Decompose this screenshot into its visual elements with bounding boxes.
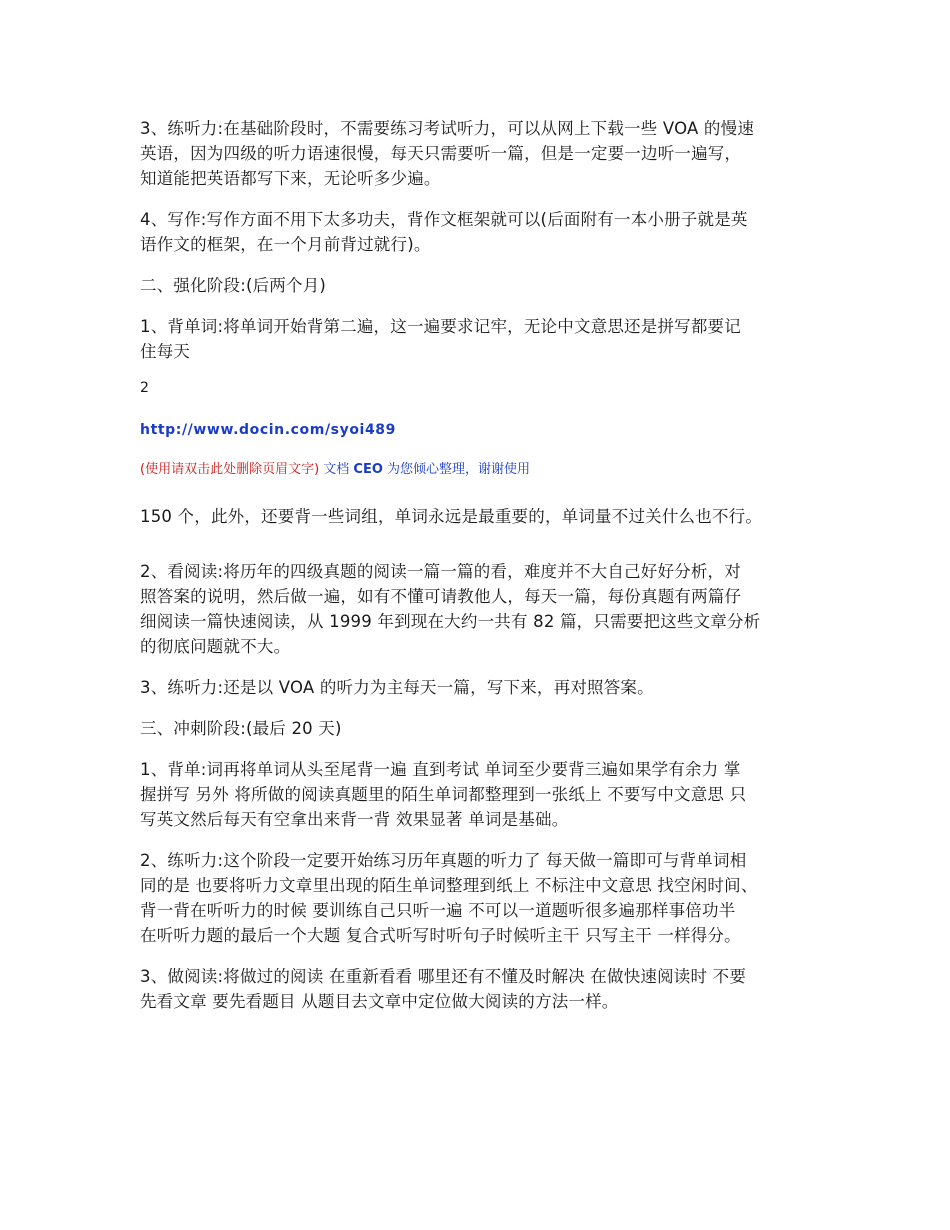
header-note-text: 文档 — [319, 462, 354, 477]
text-line: 1、背单词:将单词开始背第二遍，这一遍要求记牢，无论中文意思还是拼写都要记 — [140, 317, 741, 336]
header-note-delete-hint: (使用请双击此处删除页眉文字) — [140, 462, 320, 477]
header-url-link[interactable]: http://www.docin.com/syoi489 — [140, 422, 396, 438]
text-line: 写英文然后每天有空拿出来背一背 效果显著 单词是基础。 — [140, 810, 569, 829]
text-line: 三、冲刺阶段:(最后 20 天) — [140, 719, 342, 738]
paragraph-reading-sprint — [140, 964, 820, 1014]
text-line: 先看文章 要先看题目 从题目去文章中定位做大阅读的方法一样。 — [140, 992, 619, 1011]
text-line: 住每天 — [140, 342, 191, 361]
paragraph-listening-sprint — [140, 848, 820, 948]
paragraph-writing — [140, 207, 820, 257]
text-line: 细阅读一篇快速阅读，从 1999 年到现在大约一共有 82 篇，只需要把这些文章分析 — [140, 612, 761, 631]
paragraph-vocabulary-second-pass — [140, 314, 820, 364]
page-number: 2 — [140, 380, 149, 396]
header-note-brand: CEO — [353, 462, 383, 477]
text-line: 3、练听力:还是以 VOA 的听力为主每天一篇，写下来，再对照答案。 — [140, 678, 654, 697]
text-line: 背一背在听听力的时候 要训练自己只听一遍 不可以一道题听很多遍那样事倍功半 — [140, 901, 736, 920]
text-line: 二、强化阶段:(后两个月) — [140, 276, 327, 295]
header-note-text: 为您倾心整理，谢谢使用 — [382, 462, 531, 477]
section-heading-sprint — [140, 716, 820, 741]
section-heading-intensive — [140, 273, 820, 298]
text-line: 150 个，此外，还要背一些词组，单词永远是最重要的，单词量不过关什么也不行。 — [140, 507, 763, 526]
text-line: 握拼写 另外 将所做的阅读真题里的陌生单词都整理到一张纸上 不要写中文意思 只 — [140, 785, 747, 804]
text-line: 3、做阅读:将做过的阅读 在重新看看 哪里还有不懂及时解决 在做快速阅读时 不要 — [140, 967, 747, 986]
text-line: 2、看阅读:将历年的四级真题的阅读一篇一篇的看，难度并不大自己好好分析，对 — [140, 562, 741, 581]
text-line: 在听听力题的最后一个大题 复合式听写时听句子时候听主干 只写主干 一样得分。 — [140, 926, 741, 945]
paragraph-vocabulary-sprint — [140, 757, 820, 832]
header-note[interactable] — [140, 460, 820, 480]
text-line: 语作文的框架，在一个月前背过就行)。 — [140, 235, 431, 254]
document-body — [140, 116, 820, 1030]
text-line: 3、练听力:在基础阶段时，不需要练习考试听力，可以从网上下载一些 VOA 的慢速 — [140, 119, 755, 138]
paragraph-listening-basic — [140, 116, 820, 191]
paragraph-vocabulary-continued — [140, 504, 820, 529]
paragraph-listening-intensive — [140, 675, 820, 700]
text-line: 的彻底问题就不大。 — [140, 637, 291, 656]
text-line: 4、写作:写作方面不用下太多功夫，背作文框架就可以(后面附有一本小册子就是英 — [140, 210, 748, 229]
paragraph-reading — [140, 559, 820, 659]
text-line: 1、背单:词再将单词从头至尾背一遍 直到考试 单词至少要背三遍如果学有余力 掌 — [140, 760, 741, 779]
text-line: 照答案的说明，然后做一遍，如有不懂可请教他人，每天一篇，每份真题有两篇仔 — [140, 587, 742, 606]
text-line: 2、练听力:这个阶段一定要开始练习历年真题的听力了 每天做一篇即可与背单词相 — [140, 851, 747, 870]
text-line: 同的是 也要将听力文章里出现的陌生单词整理到纸上 不标注中文意思 找空闲时间、 — [140, 876, 758, 895]
text-line: 英语，因为四级的听力语速很慢，每天只需要听一篇，但是一定要一边听一遍写， — [140, 144, 742, 163]
text-line: 知道能把英语都写下来，无论听多少遍。 — [140, 169, 441, 188]
